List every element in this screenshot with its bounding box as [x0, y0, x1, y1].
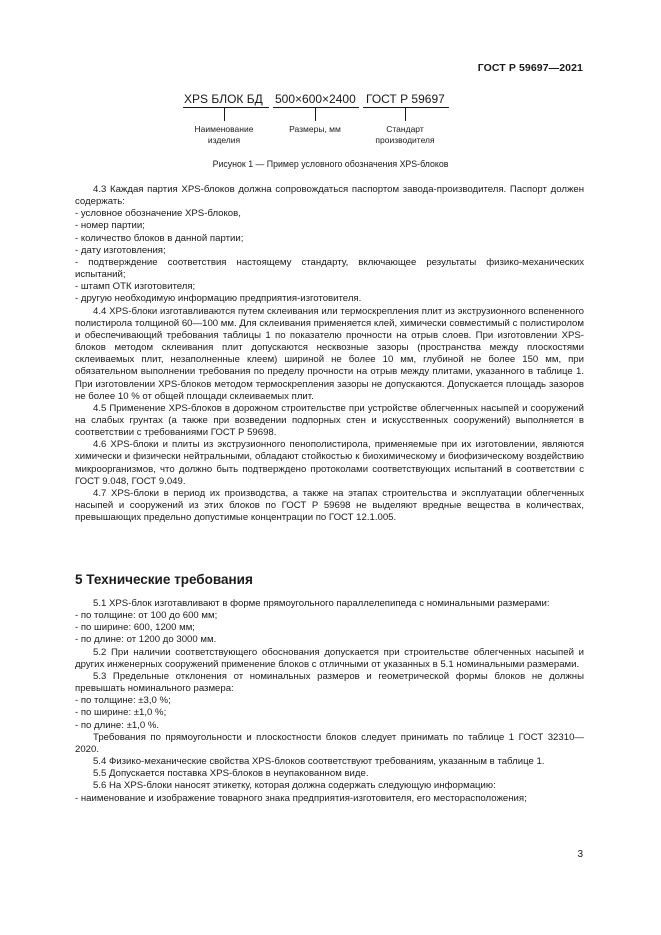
paragraph-4-5: 4.5 Применение XPS-блоков в дорожном строительстве при устройстве облегченных насыпей и сооружений на слабых грунтах (а также при возведении подпорных стен и искусственных сооружений) выполняется в соответствии с требованиями ГОСТ Р 59698. — [75, 402, 584, 439]
list-item: - дату изготовления; — [75, 244, 166, 256]
list-item: - номер партии; — [75, 220, 145, 232]
label-name: Наименование изделия — [194, 124, 254, 145]
section-4-body — [75, 184, 584, 524]
list-item: - по длине: ±1,0 %. — [75, 719, 160, 731]
underline-standard — [363, 107, 449, 108]
section-5-heading: 5 Технические требования — [75, 572, 253, 587]
paragraph-5-4: 5.4 Физико-механические свойства XPS-блоков соответствуют требованиям, указанным в таблице 1. — [93, 756, 545, 768]
paragraph-4-3: 4.3 Каждая партия XPS-блоков должна сопровождаться паспортом завода-производителя. Паспорт должен содержать: — [75, 184, 584, 208]
list-item: - подтверждение соответствия настоящему стандарту, включающее результаты физико-механических испытаний; — [75, 256, 584, 281]
list-item: - по длине: от 1200 до 3000 мм. — [75, 634, 217, 646]
designation-standard: ГОСТ Р 59697 — [366, 92, 445, 106]
list-item: - условное обозначение XPS-блоков, — [75, 208, 241, 220]
label-size: Размеры, мм — [289, 124, 341, 134]
paragraph-5-1: 5.1 XPS-блок изготавливают в форме прямоугольного параллелепипеда с номинальными размерами: — [93, 598, 550, 609]
label-standard: Стандарт производителя — [375, 124, 435, 145]
leader-size — [315, 107, 316, 121]
list-item: - по толщине: ±3,0 %; — [75, 695, 171, 707]
leader-name — [224, 107, 225, 121]
section-5-body — [75, 598, 584, 805]
document-header: ГОСТ Р 59697—2021 — [477, 62, 583, 74]
list-item: - количество блоков в данной партии; — [75, 232, 244, 244]
paragraph-5-5: 5.5 Допускается поставка XPS-блоков в неупакованном виде. — [93, 768, 369, 780]
list-item: - штамп ОТК изготовителя; — [75, 281, 196, 293]
designation-size: 500×600×2400 — [275, 92, 356, 106]
underline-name — [183, 107, 269, 108]
list-item: - по толщине: от 100 до 600 мм; — [75, 610, 218, 622]
list-item: - по ширине: ±1,0 %; — [75, 707, 167, 719]
paragraph-4-7: 4.7 XPS-блоки в период их производства, а также на этапах строительства и эксплуатации облегченных насыпей и сооружений из этих блоков по ГОСТ Р 59698 не выделяют вредные вещества в количествах, превышающих предельно допустимые концентрации по ГОСТ 12.1.005. — [75, 487, 584, 524]
designation-name: XPS БЛОК БД — [184, 92, 263, 106]
paragraph-4-4: 4.4 XPS-блоки изготавливаются путем склеивания или термоскрепления плит из экструзионного вспененного полистирола толщиной 60—100 мм. Для склеивания применяется клей, химически совместимый с полистиролом и обеспечивающий требования таблицы 1 по показателю прочности на отрыв слоев. При изготовлении XPS-блоков методом склеивания плит допускаются несквозные зазоры (пространства между плоскостями склеиваемых плит, незаполненные клеем) шириной не более 10 мм, глубиной не более 150 мм, при обязательном выполнении требования по пределу прочности на отрыв между плитами, указанного в таблице 1. При изготовлении XPS-блоков методом термоскрепления зазоры не допускаются. Допускается площадь зазоров не более 10 % от общей площади склеиваемых плит. — [75, 305, 584, 402]
paragraph-5-2: 5.2 При наличии соответствующего обоснования допускается при строительстве облегченных насыпей и других инженерных сооружений применение блоков с отличными от указанных в 5.1 номинальными размерами. — [75, 646, 584, 670]
paragraph-5-6: 5.6 На XPS-блоки наносят этикетку, которая должна содержать следующую информацию: — [93, 780, 496, 792]
underline-size — [273, 107, 359, 108]
leader-standard — [405, 107, 406, 121]
paragraph-5-3-note: Требования по прямоугольности и плоскостности блоков следует принимать по таблице 1 ГОСТ 32310—2020. — [75, 731, 584, 755]
paragraph-4-6: 4.6 XPS-блоки и плиты из экструзионного пенополистирола, применяемые при их изготовлении, являются химически и физически нейтральными, обладают стойкостью к биохимическому и биофизическому воздействию микроорганизмов, что должно быть подтверждено протоколами соответствующих испытаний в соответствии с ГОСТ 9.048, ГОСТ 9.049. — [75, 439, 584, 487]
list-item: - по ширине: 600, 1200 мм; — [75, 622, 195, 634]
figure-caption: Рисунок 1 — Пример условного обозначения XPS-блоков — [212, 159, 449, 169]
figure-1 — [0, 0, 661, 190]
page-number: 3 — [577, 849, 583, 860]
list-item: - другую необходимую информацию предприятия-изготовителя. — [75, 293, 362, 305]
paragraph-5-3: 5.3 Предельные отклонения от номинальных размеров и геометрической формы блоков не должны превышать номинального размера: — [75, 670, 584, 695]
list-item: - наименование и изображение товарного знака предприятия-изготовителя, его месторасположения; — [75, 792, 527, 804]
